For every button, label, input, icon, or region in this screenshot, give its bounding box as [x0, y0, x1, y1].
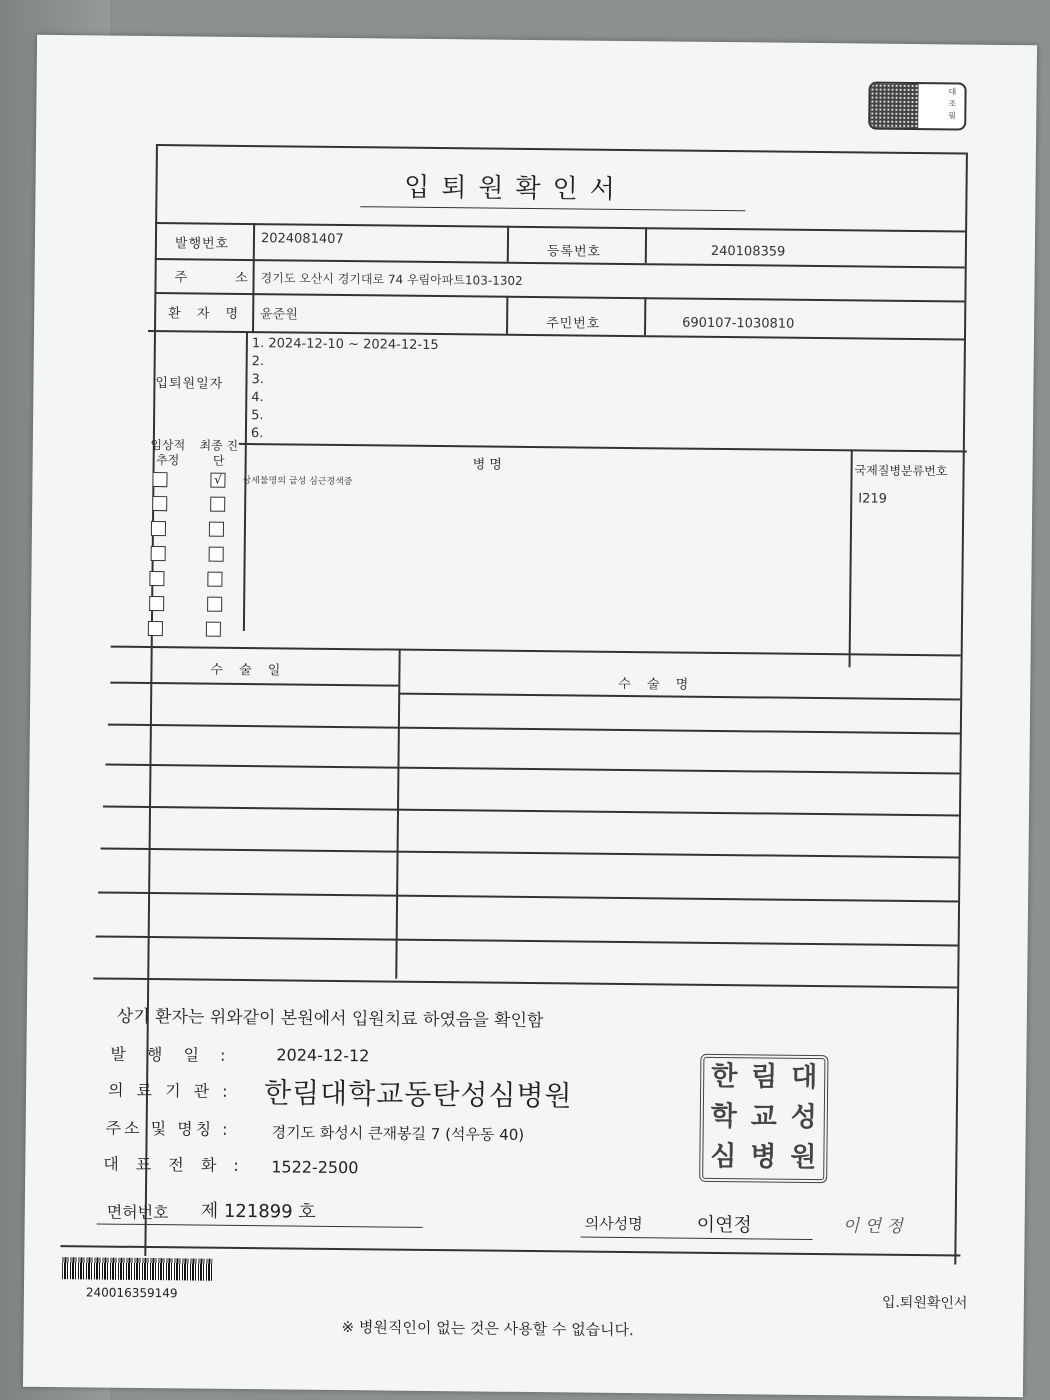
doctor-name-label: 의사성명 [584, 1214, 643, 1234]
license-value: 제 121899 호 [200, 1200, 316, 1223]
admission-line-5: 5. [251, 408, 264, 424]
resident-number-label: 주민번호 [546, 316, 601, 332]
issue-number-label: 발행번호 [174, 236, 230, 252]
confirmation-statement: 상기 환자는 위와같이 본원에서 입원치료 하였음을 확인함 [116, 1006, 544, 1032]
surgery-date-header: 수 술 일 [210, 662, 287, 679]
seal-char: 대 [791, 1061, 818, 1094]
patient-name-label: 환 자 명 [168, 306, 245, 322]
final-checkbox[interactable] [209, 522, 224, 537]
issue-date-label: 발 행 일 : [110, 1044, 234, 1065]
icd-code-header: 국제질병분류번호 [854, 463, 948, 479]
barcode [62, 1257, 212, 1281]
admission-dates-label: 입퇴원일자 [155, 376, 224, 392]
seal-char: 심 [710, 1140, 737, 1173]
seal-char: 학 [710, 1100, 738, 1133]
diagnosis-name-1: 상세불명의 급성 심근경색증 [242, 475, 353, 488]
seal-char: 성 [790, 1101, 818, 1134]
seal-char: 림 [751, 1061, 778, 1093]
admission-line-4: 4. [251, 390, 264, 406]
final-checkbox[interactable] [207, 572, 222, 587]
final-checkbox[interactable] [210, 497, 225, 512]
phone-label: 대 표 전 화 : [103, 1154, 245, 1176]
admission-line-6: 6. [250, 426, 264, 442]
final-checkbox[interactable] [207, 597, 222, 612]
final-diagnosis-header: 최종 진단 [199, 438, 239, 468]
document-title: 입퇴원확인서 [404, 172, 628, 205]
stamp-text: 대조필 [948, 87, 957, 121]
admission-line-2: 2. [251, 354, 265, 370]
license-label: 면허번호 [106, 1202, 169, 1223]
clinical-estimate-header: 임상적 추정 [150, 438, 186, 468]
doctor-signature: 이 연 정 [842, 1216, 903, 1237]
issue-date-value: 2024-12-12 [276, 1045, 370, 1066]
clinical-checkbox[interactable] [152, 472, 167, 487]
hospital-address: 경기도 화성시 큰재봉길 7 (석우동 40) [271, 1123, 525, 1144]
address-value: 경기도 오산시 경기대로 74 우림아파트103-1302 [260, 271, 523, 288]
clinical-checkbox[interactable] [152, 496, 167, 511]
patient-name-value: 윤준원 [260, 307, 298, 323]
seal-char: 한 [711, 1060, 738, 1093]
stamp-dot-pattern [870, 84, 918, 129]
hospital-official-seal [699, 1054, 828, 1183]
footer-document-name: 입.퇴원확인서 [881, 1294, 968, 1312]
certificate-paper [23, 35, 1037, 1397]
final-checkbox[interactable] [209, 547, 224, 562]
clinical-checkbox[interactable] [151, 546, 166, 561]
phone-value: 1522-2500 [271, 1157, 359, 1178]
clinical-checkbox[interactable] [149, 596, 164, 611]
verification-stamp [868, 82, 966, 131]
diagnosis-code-1: I219 [858, 491, 888, 507]
barcode-number: 240016359149 [85, 1285, 178, 1301]
final-checkbox-checked[interactable]: √ [210, 473, 225, 488]
clinical-checkbox[interactable] [151, 521, 166, 536]
final-checkbox[interactable] [206, 622, 221, 637]
issue-number-value: 2024081407 [260, 231, 344, 248]
seal-char: 병 [750, 1141, 777, 1173]
registration-number-value: 240108359 [710, 243, 786, 260]
registration-number-label: 등록번호 [546, 244, 602, 260]
clinical-checkbox[interactable] [149, 571, 164, 586]
resident-number-value: 690107-1030810 [682, 315, 795, 332]
address-label: 주 소 [174, 270, 270, 287]
disease-name-header: 병 명 [472, 457, 502, 473]
address-name-label: 주소 및 명칭 : [105, 1118, 231, 1139]
admission-line-1: 1. 2024-12-10 ~ 2024-12-15 [251, 336, 439, 354]
seal-char: 교 [750, 1101, 778, 1133]
institution-label: 의 료 기 관 : [107, 1080, 232, 1101]
admission-dates-list [251, 335, 439, 445]
institution-name: 한림대학교동탄성심병원 [263, 1076, 573, 1113]
seal-char: 원 [790, 1141, 817, 1174]
doctor-name-value: 이연정 [696, 1213, 752, 1237]
footer-notice: ※ 병원직인이 없는 것은 사용할 수 없습니다. [341, 1318, 634, 1340]
clinical-checkbox[interactable] [148, 621, 163, 636]
admission-line-3: 3. [251, 372, 264, 388]
surgery-name-header: 수 술 명 [618, 676, 695, 693]
